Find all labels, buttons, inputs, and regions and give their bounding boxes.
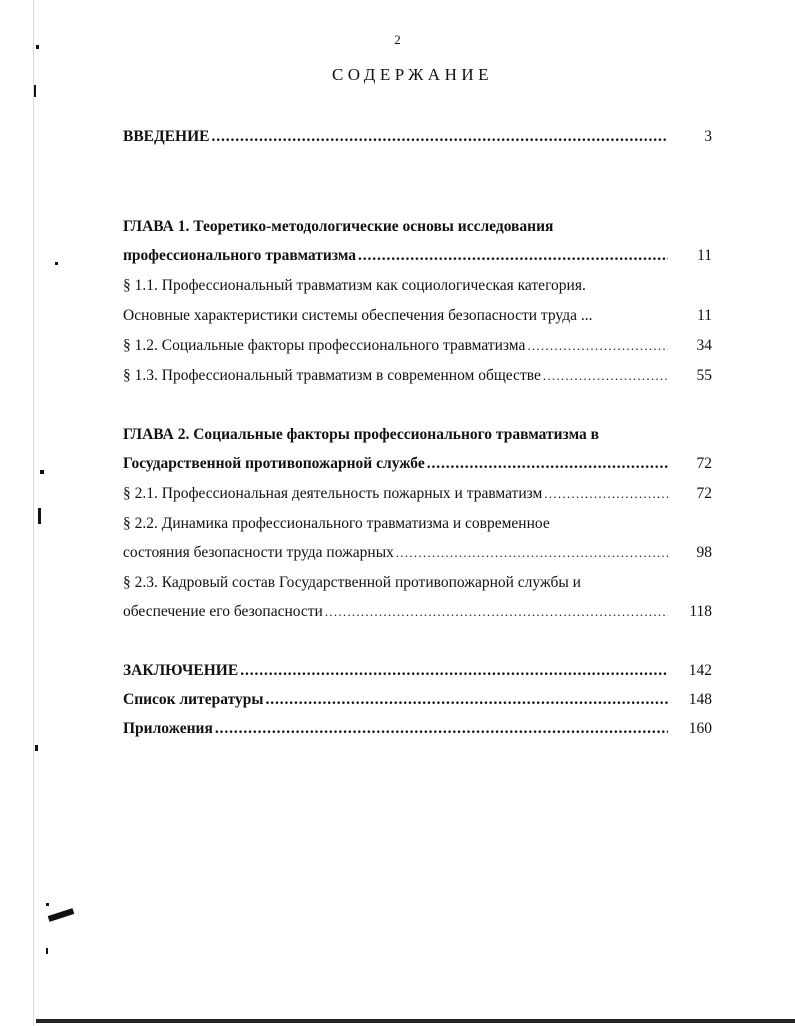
- toc-ch2-title-line2: [123, 453, 668, 475]
- leader-dots: [325, 601, 668, 623]
- toc-s21-text: § 2.1. Профессиональная деятельность пожарных и травматизм: [123, 485, 543, 502]
- toc-s13-text: § 1.3. Профессиональный травматизм в современном обществе: [123, 367, 541, 384]
- scan-speck: [35, 745, 38, 751]
- toc-s12: [123, 335, 668, 357]
- toc-s21-page: 72: [696, 485, 712, 502]
- scan-smudge: [48, 908, 75, 922]
- toc-s11-line2: Основные характеристики системы обеспечения безопасности труда ...: [123, 307, 593, 324]
- page-number: 2: [394, 32, 401, 47]
- leader-dots: [396, 542, 668, 564]
- toc-intro-label: ВВЕДЕНИЕ: [123, 128, 210, 145]
- leader-dots: [215, 718, 668, 740]
- toc-s23-line2: [123, 601, 668, 623]
- toc-s13-page: 55: [696, 367, 712, 384]
- toc-ch2-page: 72: [696, 455, 712, 472]
- leader-dots: [358, 245, 668, 267]
- toc-conclusion-page: 142: [688, 662, 712, 679]
- scan-speck: [40, 470, 44, 474]
- toc-s11-line1: § 1.1. Профессиональный травматизм как социологическая категория.: [123, 277, 586, 294]
- leader-dots: [265, 689, 668, 711]
- toc-ch2-title-text: Государственной противопожарной службе: [123, 455, 425, 472]
- leader-dots: [527, 335, 668, 357]
- toc-bibliography-label: Список литературы: [123, 691, 264, 708]
- toc-s13: [123, 365, 668, 387]
- toc-ch1-page: 11: [697, 247, 712, 264]
- scan-speck: [38, 508, 41, 524]
- toc-conclusion: [123, 660, 668, 682]
- toc-appendix: [123, 718, 668, 740]
- toc-s23-line1: § 2.3. Кадровый состав Государственной противопожарной службы и: [123, 574, 581, 591]
- toc-s12-text: § 1.2. Социальные факторы профессионального травматизма: [123, 337, 526, 354]
- toc-s22-page: 98: [696, 544, 712, 561]
- toc-s21: [123, 483, 668, 505]
- toc-ch1-title-line2: [123, 245, 668, 267]
- leader-dots: [427, 453, 668, 475]
- toc-ch1-title-text: профессионального травматизма: [123, 247, 357, 264]
- leader-dots: [544, 483, 668, 505]
- toc-bibliography: [123, 689, 668, 711]
- leader-dots: [543, 365, 668, 387]
- toc-appendix-label: Приложения: [123, 720, 213, 737]
- toc-s22-text: состояния безопасности труда пожарных: [123, 544, 394, 561]
- toc-ch2-title-line1: ГЛАВА 2. Социальные факторы профессионального травматизма в: [123, 426, 600, 443]
- toc-s23-page: 118: [689, 603, 712, 620]
- toc-s22-line1: § 2.2. Динамика профессионального травматизма и современное: [123, 515, 550, 532]
- scan-edge-line: [33, 0, 34, 1026]
- scan-speck: [55, 262, 58, 265]
- scan-bottom-edge: [36, 1019, 795, 1023]
- scan-speck: [46, 948, 48, 954]
- page-title: СОДЕРЖАНИЕ: [331, 65, 494, 84]
- leader-dots: [240, 660, 668, 682]
- leader-dots: [211, 126, 668, 148]
- scan-speck: [46, 903, 49, 906]
- toc-s11-page: 11: [697, 307, 712, 324]
- toc-bibliography-page: 148: [688, 691, 712, 708]
- toc-conclusion-label: ЗАКЛЮЧЕНИЕ: [123, 662, 239, 679]
- toc-s12-page: 34: [696, 337, 712, 354]
- toc-s23-text: обеспечение его безопасности: [123, 603, 323, 620]
- toc-intro-page: 3: [704, 128, 712, 145]
- toc-intro: [123, 126, 668, 148]
- toc-appendix-page: 160: [688, 720, 712, 737]
- toc-ch1-title-line1: ГЛАВА 1. Теоретико-методологические основы исследования: [123, 218, 554, 235]
- scan-speck: [34, 85, 36, 97]
- toc-s22-line2: [123, 542, 668, 564]
